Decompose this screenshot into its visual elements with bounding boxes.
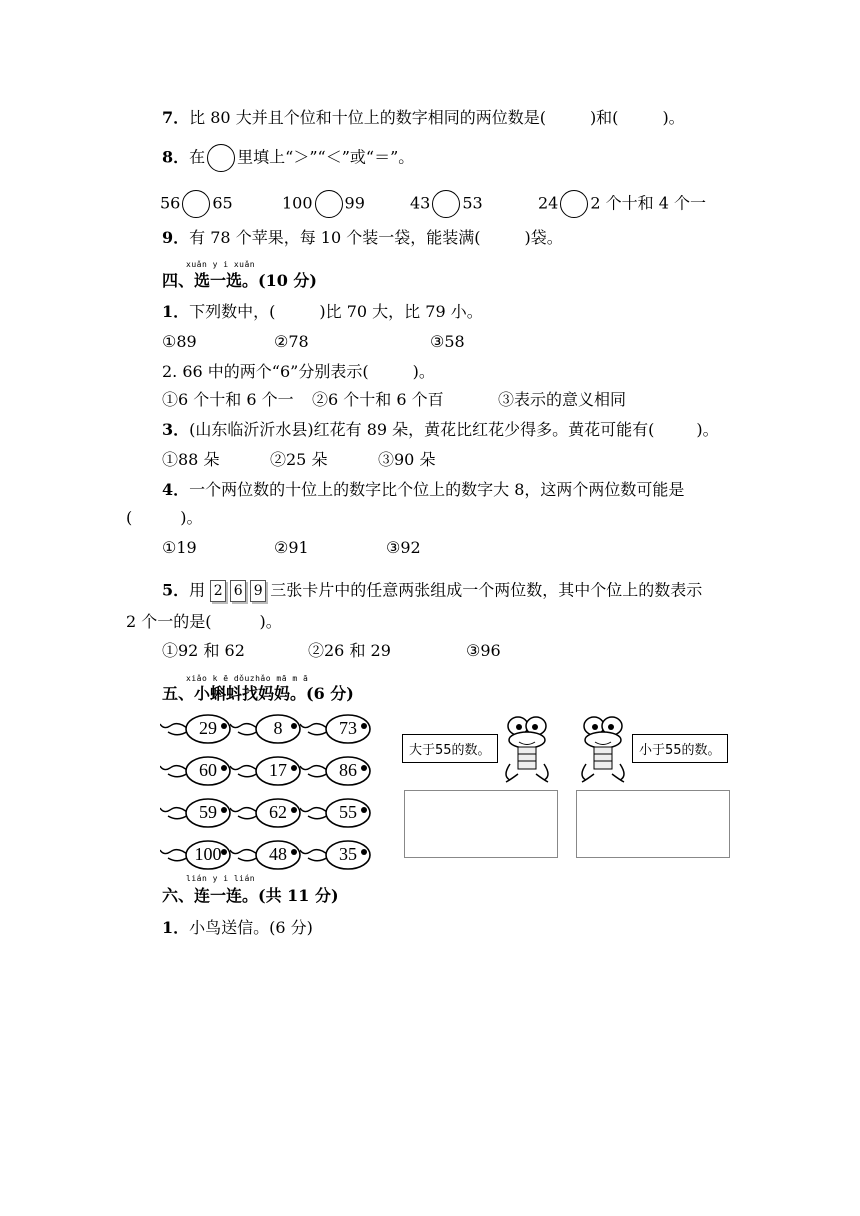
compare-item-2: 100 99 — [282, 190, 365, 218]
s4-q5-option-2[interactable]: ②26 和 29 — [308, 641, 391, 660]
section-6-pinyin: lián y i lián — [186, 874, 256, 883]
tadpole-number: 59 — [199, 802, 217, 822]
s4-q3-option-3[interactable]: ③90 朵 — [378, 450, 436, 469]
tadpole-number: 8 — [273, 718, 283, 738]
answer-box-greater[interactable] — [404, 790, 558, 858]
tadpole[interactable] — [160, 754, 234, 788]
s4-q5-option-3[interactable]: ③96 — [466, 641, 501, 660]
tadpole[interactable] — [160, 838, 234, 872]
question-8: 8．在 里填上“＞”“＜”或“＝”。 — [162, 144, 414, 172]
compare-circle[interactable] — [560, 190, 588, 218]
frog-icon — [572, 714, 636, 784]
s4-question-1: 1．下列数中，( )比 70 大，比 79 小。 — [162, 302, 483, 321]
s4-q1-option-1[interactable]: ①89 — [162, 332, 197, 351]
compare-circle[interactable] — [315, 190, 343, 218]
answer-box-less[interactable] — [576, 790, 730, 858]
tadpole-number: 62 — [269, 802, 287, 822]
s4-q2-option-1[interactable]: ①6 个十和 6 个一 — [162, 390, 294, 409]
tadpole[interactable] — [300, 796, 374, 830]
number-card: 9 — [250, 580, 266, 602]
tadpole[interactable] — [160, 712, 234, 746]
section-4-title: 四、选一选。(10 分) — [162, 271, 317, 290]
compare-circle[interactable] — [432, 190, 460, 218]
s4-q1-option-3[interactable]: ③58 — [430, 332, 465, 351]
tadpole-number: 17 — [269, 760, 287, 780]
tadpole-number: 73 — [339, 718, 357, 738]
s4-question-5-line2: 2 个一的是( )。 — [126, 612, 282, 631]
compare-item-1: 56 65 — [160, 190, 233, 218]
section-5-pinyin: xiǎo k ē dǒuzhǎo mā m ā — [186, 674, 309, 683]
tadpole[interactable] — [300, 838, 374, 872]
question-7: 7．比 80 大并且个位和十位上的数字相同的两位数是( )和( )。 — [162, 108, 685, 127]
speech-bubble-right: 小于55的数。 — [632, 734, 728, 763]
s4-q2-option-2[interactable]: ②6 个十和 6 个百 — [312, 390, 444, 409]
compare-item-4: 24 2 个十和 4 个一 — [538, 190, 706, 218]
tadpole[interactable] — [230, 754, 304, 788]
section-6-title: 六、连一连。(共 11 分) — [162, 886, 339, 905]
s6-question-1: 1．小鸟送信。(6 分) — [162, 918, 313, 937]
tadpole-number: 29 — [199, 718, 217, 738]
tadpole[interactable] — [230, 712, 304, 746]
tadpole-number: 48 — [269, 844, 287, 864]
tadpole[interactable] — [230, 838, 304, 872]
s4-q4-option-3[interactable]: ③92 — [386, 538, 421, 557]
s4-question-4-line2: ( )。 — [126, 508, 203, 527]
tadpole[interactable] — [300, 754, 374, 788]
compare-item-3: 43 53 — [410, 190, 483, 218]
s4-question-2: 2. 66 中的两个“6”分别表示( )。 — [162, 362, 435, 381]
question-text: 比 80 大并且个位和十位上的数字相同的两位数是( — [189, 108, 546, 127]
s4-question-4: 4．一个两位数的十位上的数字比个位上的数字大 8，这两个两位数可能是 — [162, 480, 685, 499]
tadpole[interactable] — [160, 796, 234, 830]
s4-q2-option-3[interactable]: ③表示的意义相同 — [498, 390, 627, 409]
s4-q3-option-2[interactable]: ②25 朵 — [270, 450, 328, 469]
s4-q4-option-1[interactable]: ①19 — [162, 538, 197, 557]
tadpole[interactable] — [230, 796, 304, 830]
s4-q1-option-2[interactable]: ②78 — [274, 332, 309, 351]
s4-question-3: 3．(山东临沂沂水县)红花有 89 朵，黄花比红花少得多。黄花可能有( )。 — [162, 420, 719, 439]
section-5-title: 五、小蝌蚪找妈妈。(6 分) — [162, 684, 354, 703]
question-9: 9．有 78 个苹果，每 10 个装一袋，能装满( )袋。 — [162, 228, 563, 247]
s4-q5-option-1[interactable]: ①92 和 62 — [162, 641, 245, 660]
number-card: 2 — [210, 580, 226, 602]
tadpole-number: 55 — [339, 802, 357, 822]
tadpole[interactable] — [300, 712, 374, 746]
tadpole-number: 86 — [339, 760, 357, 780]
speech-bubble-left: 大于55的数。 — [402, 734, 498, 763]
section-4-pinyin: xuǎn y i xuǎn — [186, 260, 256, 269]
frog-icon — [496, 714, 560, 784]
s4-q3-option-1[interactable]: ①88 朵 — [162, 450, 220, 469]
number-card: 6 — [230, 580, 246, 602]
question-number: 7 — [162, 108, 174, 127]
tadpole-number: 60 — [199, 760, 217, 780]
tadpole-number: 100 — [194, 844, 222, 864]
s4-q4-option-2[interactable]: ②91 — [274, 538, 309, 557]
compare-circle[interactable] — [182, 190, 210, 218]
compare-circle — [207, 144, 235, 172]
tadpole-number: 35 — [339, 844, 357, 864]
s4-question-5: 5．用 2 6 9 三张卡片中的任意两张组成一个两位数，其中个位上的数表示 — [162, 580, 702, 602]
